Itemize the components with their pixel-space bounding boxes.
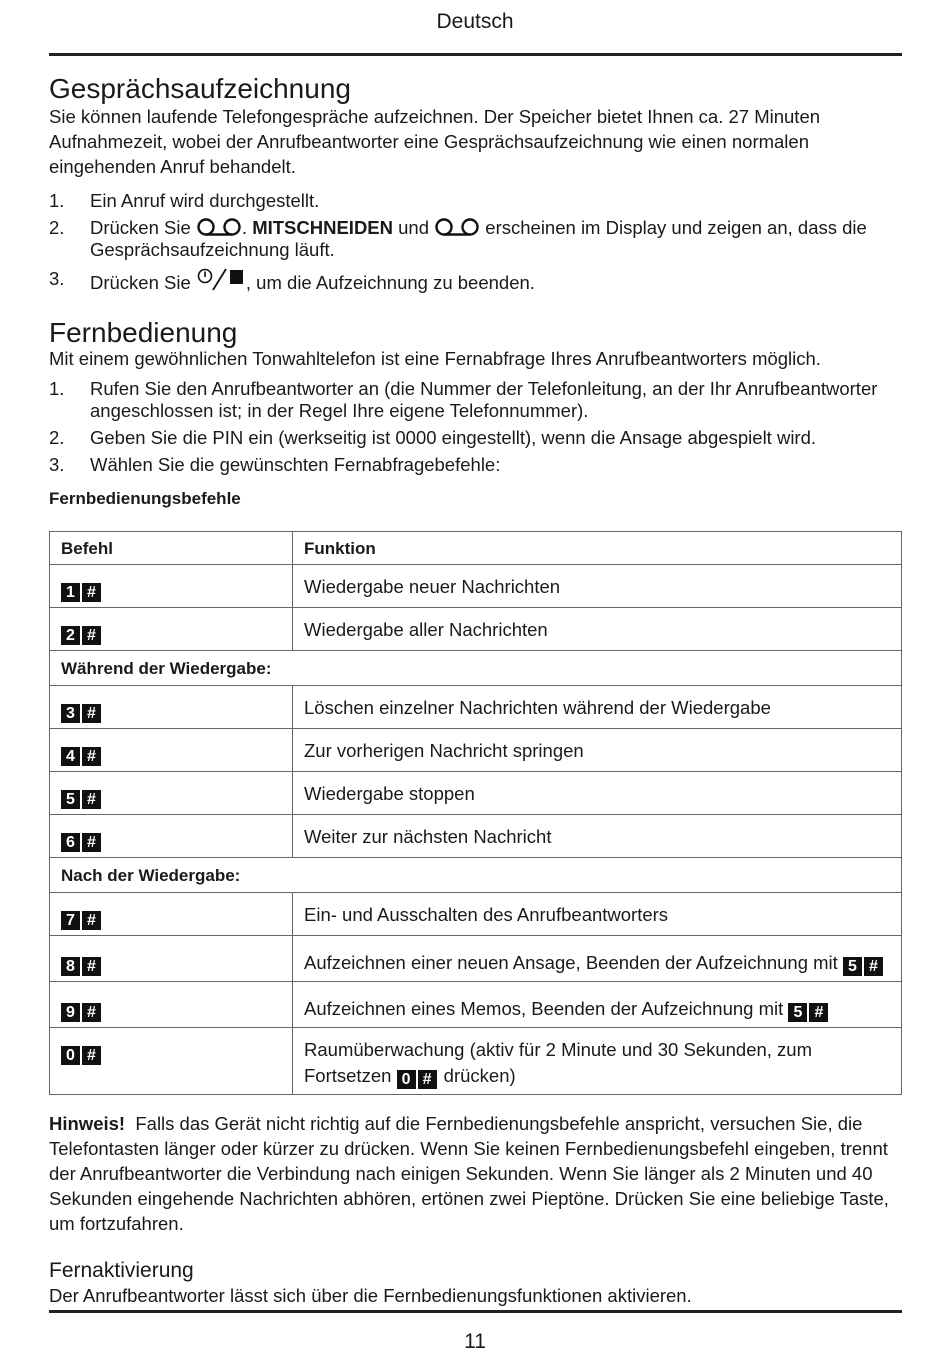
function-text: Zur vorherigen Nachricht springen [304,740,584,761]
key-0-icon: 0 [397,1070,416,1089]
tape-icon [434,218,480,236]
table-row [50,729,902,772]
list-item: 2. Drücken Sie . MITSCHNEIDEN und erscheinen im Display und zeigen an, dass die Gesprächsaufzeichnung läuft. [49,217,867,260]
function-cell [293,982,902,1028]
table-caption: Fernbedienungsbefehle [49,489,241,508]
function-cell [293,772,902,815]
key-hash-icon: # [82,911,101,930]
function-text: Wiedergabe neuer Nachrichten [304,576,561,597]
function-text: Weiter zur nächsten Nachricht [304,826,552,847]
table-row [50,1028,902,1095]
command-cell [50,936,293,982]
recording-steps [49,190,902,294]
function-cell [293,729,902,772]
command-cell [50,686,293,729]
command-cell [50,893,293,936]
key-3-icon: 3 [61,704,80,723]
table-row [50,772,902,815]
column-header-function: Funktion [293,532,902,565]
tape-icon [196,218,242,236]
list-item: 3. Wählen Sie die gewünschten Fernabfragebefehle: [49,454,501,475]
section-title-remote-activation: Fernaktivierung [49,1259,194,1282]
header-rule [49,53,902,56]
list-item: 2. Geben Sie die PIN ein (werkseitig ist 0000 eingestellt), wenn die Ansage abgespielt wird. [49,427,817,448]
section-title-recording: Gesprächsaufzeichnung [49,73,351,104]
function-text: Aufzeichnen eines Memos, Beenden der Aufzeichnung mit [304,997,784,1019]
remote-commands-table [49,531,902,1095]
key-hash-icon: # [82,747,101,766]
function-text: Ein- und Ausschalten des Anrufbeantworters [304,904,669,925]
command-cell [50,1028,293,1095]
recording-intro: Sie können laufende Telefongespräche aufzeichnen. Der Speicher bietet Ihnen ca. 27 Minuten Aufnahmezeit, wobei der Anrufbeantworter eine Gesprächsaufzeichnung wie einen normalen eingehenden Anruf behandelt. [49,106,821,177]
function-cell [293,893,902,936]
key-7-icon: 7 [61,911,80,930]
table-section-row [50,858,902,893]
note-label: Hinweis! [49,1113,126,1134]
table-row [50,982,902,1028]
function-cell [293,608,902,651]
key-5-icon: 5 [843,957,862,976]
key-hash-icon: # [418,1070,437,1089]
key-hash-icon: # [82,957,101,976]
function-cell [293,565,902,608]
page-number: 11 [464,1330,486,1353]
key-hash-icon: # [82,583,101,602]
function-cell [293,686,902,729]
page-content [49,72,902,1308]
table-row [50,565,902,608]
function-text: Aufzeichnen einer neuen Ansage, Beenden der Aufzeichnung mit [304,951,838,973]
list-item: 1. Rufen Sie den Anrufbeantworter an (die Nummer der Telefonleitung, an der Ihr Anrufbeantworter angeschlossen ist; in der Regel Ihre eigene Telefonnummer). [49,378,878,421]
key-1-icon: 1 [61,583,80,602]
note-text: Falls das Gerät nicht richtig auf die Fernbedienungsbefehle anspricht, versuchen Sie, die Telefontasten länger oder kürzer zu drücken. Wenn Sie keinen Fernbedienungsbefehl eingeben, trennt der Anrufbeantworter die Verbindung nach einigen Sekunden. Wenn Sie länger als 2 Minuten und 40 Sekunden eingehende Nachrichten abhören, ertönen zwei Pieptöne. Drücken Sie eine beliebige Taste, um fortzufahren. [49,1113,889,1234]
table-section-label: Nach der Wiedergabe: [50,858,902,893]
command-cell [50,982,293,1028]
command-cell [50,608,293,651]
key-hash-icon: # [82,790,101,809]
key-5-icon: 5 [788,1003,807,1022]
function-text: Raumüberwachung (aktiv für 2 Minute und 30 Sekunden, zum Fortsetzen [304,1039,813,1086]
key-0-icon: 0 [61,1046,80,1065]
function-cell [293,1028,902,1095]
table-row [50,893,902,936]
key-hash-icon: # [864,957,883,976]
function-text: Löschen einzelner Nachrichten während der Wiedergabe [304,697,771,718]
key-hash-icon: # [82,833,101,852]
table-section-label: Während der Wiedergabe: [50,651,902,686]
function-text: drücken) [438,1065,516,1086]
key-hash-icon: # [82,626,101,645]
key-2-icon: 2 [61,626,80,645]
key-hash-icon: # [82,1046,101,1065]
remote-steps [49,378,902,476]
table-row [50,608,902,651]
remote-activation-text: Der Anrufbeantworter lässt sich über die Fernbedienungsfunktionen aktivieren. [49,1285,692,1306]
list-item: 1. Ein Anruf wird durchgestellt. [49,190,320,211]
power-stop-icon [196,268,246,292]
key-8-icon: 8 [61,957,80,976]
key-9-icon: 9 [61,1003,80,1022]
list-item: 3. Drücken Sie , um die Aufzeichnung zu beenden. [49,268,535,293]
function-cell [293,936,902,982]
key-hash-icon: # [82,704,101,723]
function-cell [293,815,902,858]
function-text: Wiedergabe stoppen [304,783,475,804]
section-title-remote: Fernbedienung [49,317,238,348]
table-row [50,686,902,729]
table-row [50,815,902,858]
key-5-icon: 5 [61,790,80,809]
command-cell [50,815,293,858]
column-header-command: Befehl [50,532,293,565]
remote-intro: Mit einem gewöhnlichen Tonwahltelefon ist eine Fernabfrage Ihres Anrufbeantworters möglich. [49,348,821,369]
key-6-icon: 6 [61,833,80,852]
note-paragraph [49,1111,902,1236]
key-hash-icon: # [809,1003,828,1022]
table-header-row [50,532,902,565]
command-cell [50,729,293,772]
table-row [50,936,902,982]
header-language: Deutsch [436,10,514,33]
table-section-row [50,651,902,686]
command-cell [50,565,293,608]
function-text: Wiedergabe aller Nachrichten [304,619,548,640]
command-cell [50,772,293,815]
footer-rule [49,1310,902,1313]
key-4-icon: 4 [61,747,80,766]
key-hash-icon: # [82,1003,101,1022]
